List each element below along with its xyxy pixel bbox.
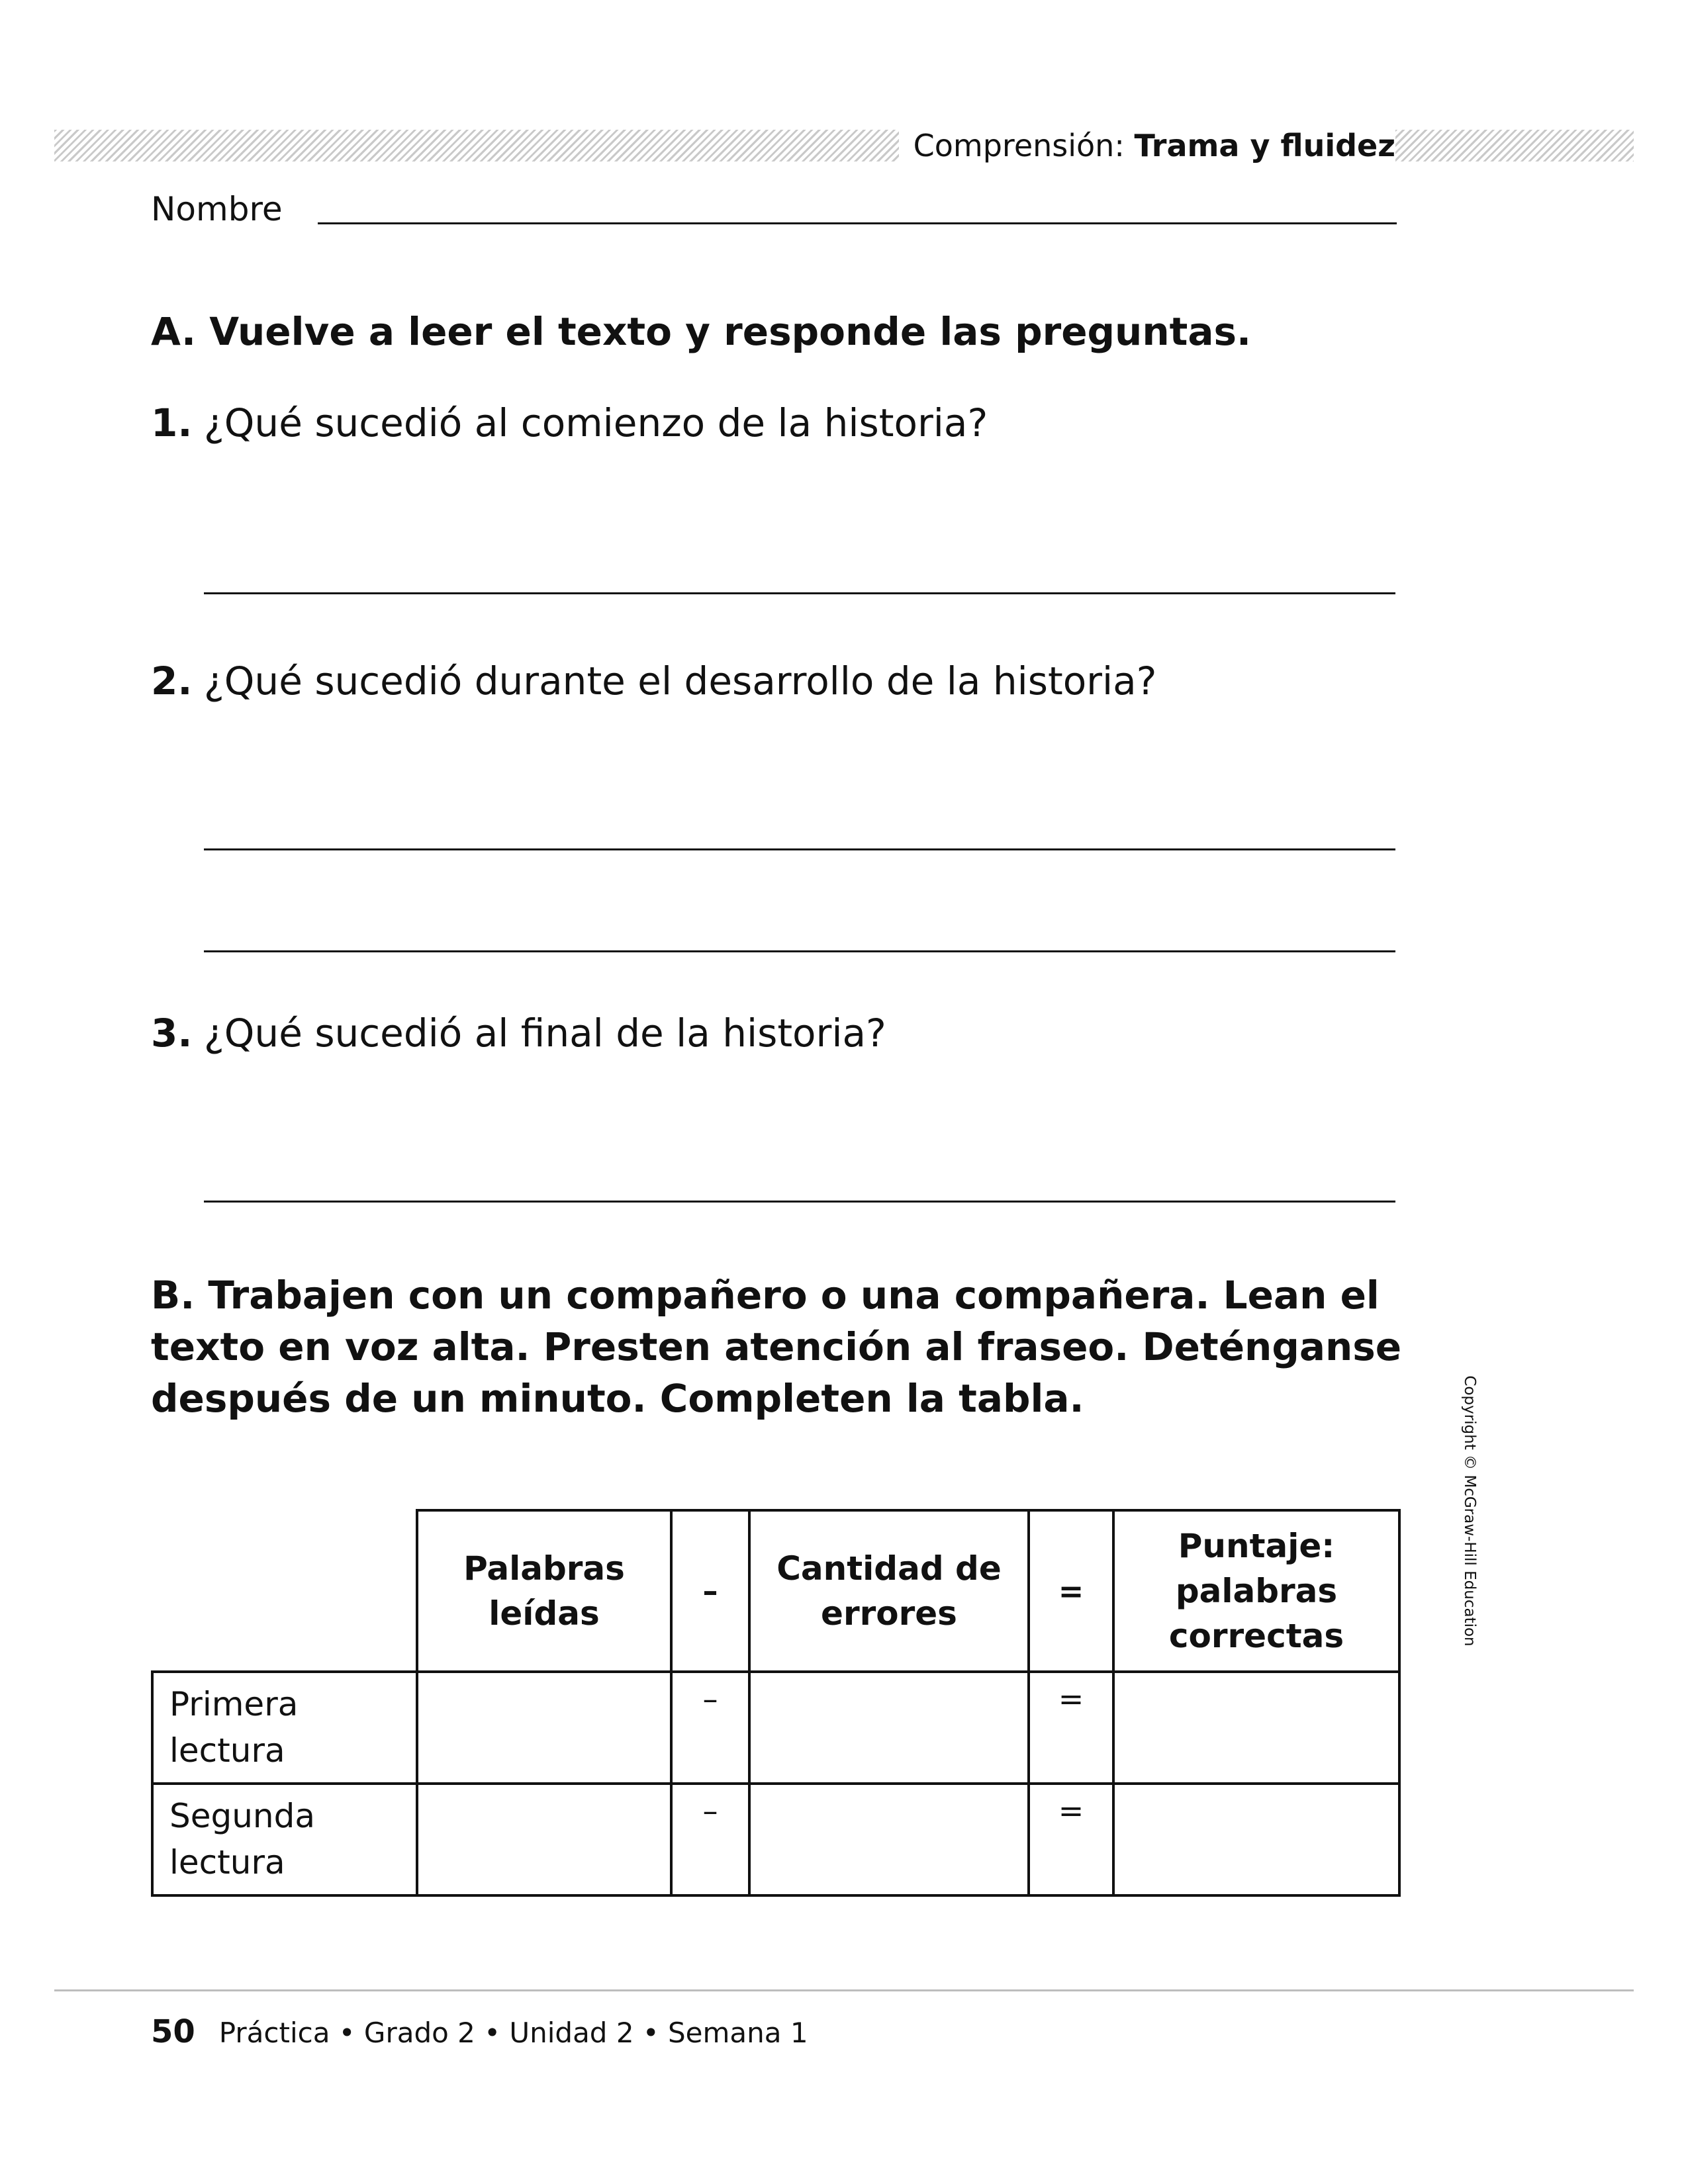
cell-equals-1: = <box>1029 1672 1113 1784</box>
table-row <box>152 1784 1399 1895</box>
skill-header-title: Trama y fluidez <box>1134 128 1395 163</box>
question-2-text: ¿Qué sucedió durante el desarrollo de la historia? <box>204 659 1157 704</box>
cell-errors-1[interactable] <box>749 1672 1029 1784</box>
row-label-second-reading: Segunda lectura <box>152 1784 417 1895</box>
header-score: Puntaje: palabras correctas <box>1113 1510 1399 1672</box>
header-errors: Cantidad de errores <box>749 1510 1029 1672</box>
header-minus: – <box>671 1510 749 1672</box>
cell-equals-2: = <box>1029 1784 1113 1895</box>
question-1-text: ¿Qué sucedió al comienzo de la historia? <box>204 400 988 445</box>
table-corner-cell <box>152 1510 417 1672</box>
section-a-title: A. Vuelve a leer el texto y responde las preguntas. <box>151 309 1252 354</box>
header-equals: = <box>1029 1510 1113 1672</box>
skill-header-prefix: Comprensión: <box>913 128 1125 163</box>
cell-score-2[interactable] <box>1113 1784 1399 1895</box>
header-hatch-band <box>54 130 1634 161</box>
row-label-first-reading: Primera lectura <box>152 1672 417 1784</box>
cell-words-read-1[interactable] <box>417 1672 671 1784</box>
cell-errors-2[interactable] <box>749 1784 1029 1895</box>
copyright-notice: Copyright © McGraw-Hill Education <box>1461 1375 1478 1647</box>
cell-score-1[interactable] <box>1113 1672 1399 1784</box>
cell-minus-2: – <box>671 1784 749 1895</box>
answer-line-1[interactable] <box>204 592 1395 594</box>
table-row <box>152 1672 1399 1784</box>
cell-words-read-2[interactable] <box>417 1784 671 1895</box>
skill-header <box>899 130 1395 161</box>
fluency-table <box>151 1509 1401 1897</box>
name-label: Nombre <box>151 190 283 228</box>
table-header-row <box>152 1510 1399 1672</box>
page-number: 50 <box>151 2013 195 2050</box>
header-words-read: Palabras leídas <box>417 1510 671 1672</box>
name-line[interactable] <box>318 222 1397 224</box>
footer-rule <box>54 1989 1634 1991</box>
cell-minus-1: – <box>671 1672 749 1784</box>
footer <box>151 2012 808 2053</box>
question-3-text: ¿Qué sucedió al final de la historia? <box>204 1011 886 1056</box>
question-2-number: 2. <box>151 659 193 704</box>
answer-line-2b[interactable] <box>204 950 1395 952</box>
question-1-number: 1. <box>151 400 193 445</box>
answer-line-2a[interactable] <box>204 848 1395 850</box>
question-3-number: 3. <box>151 1011 193 1056</box>
footer-text: Práctica • Grado 2 • Unidad 2 • Semana 1 <box>218 2017 808 2049</box>
answer-line-3[interactable] <box>204 1201 1395 1203</box>
section-b-title: B. Trabajen con un compañero o una compañera. Lean el texto en voz alta. Presten atención al fraseo. Deténganse después de un minuto. Completen la tabla. <box>151 1273 1402 1421</box>
